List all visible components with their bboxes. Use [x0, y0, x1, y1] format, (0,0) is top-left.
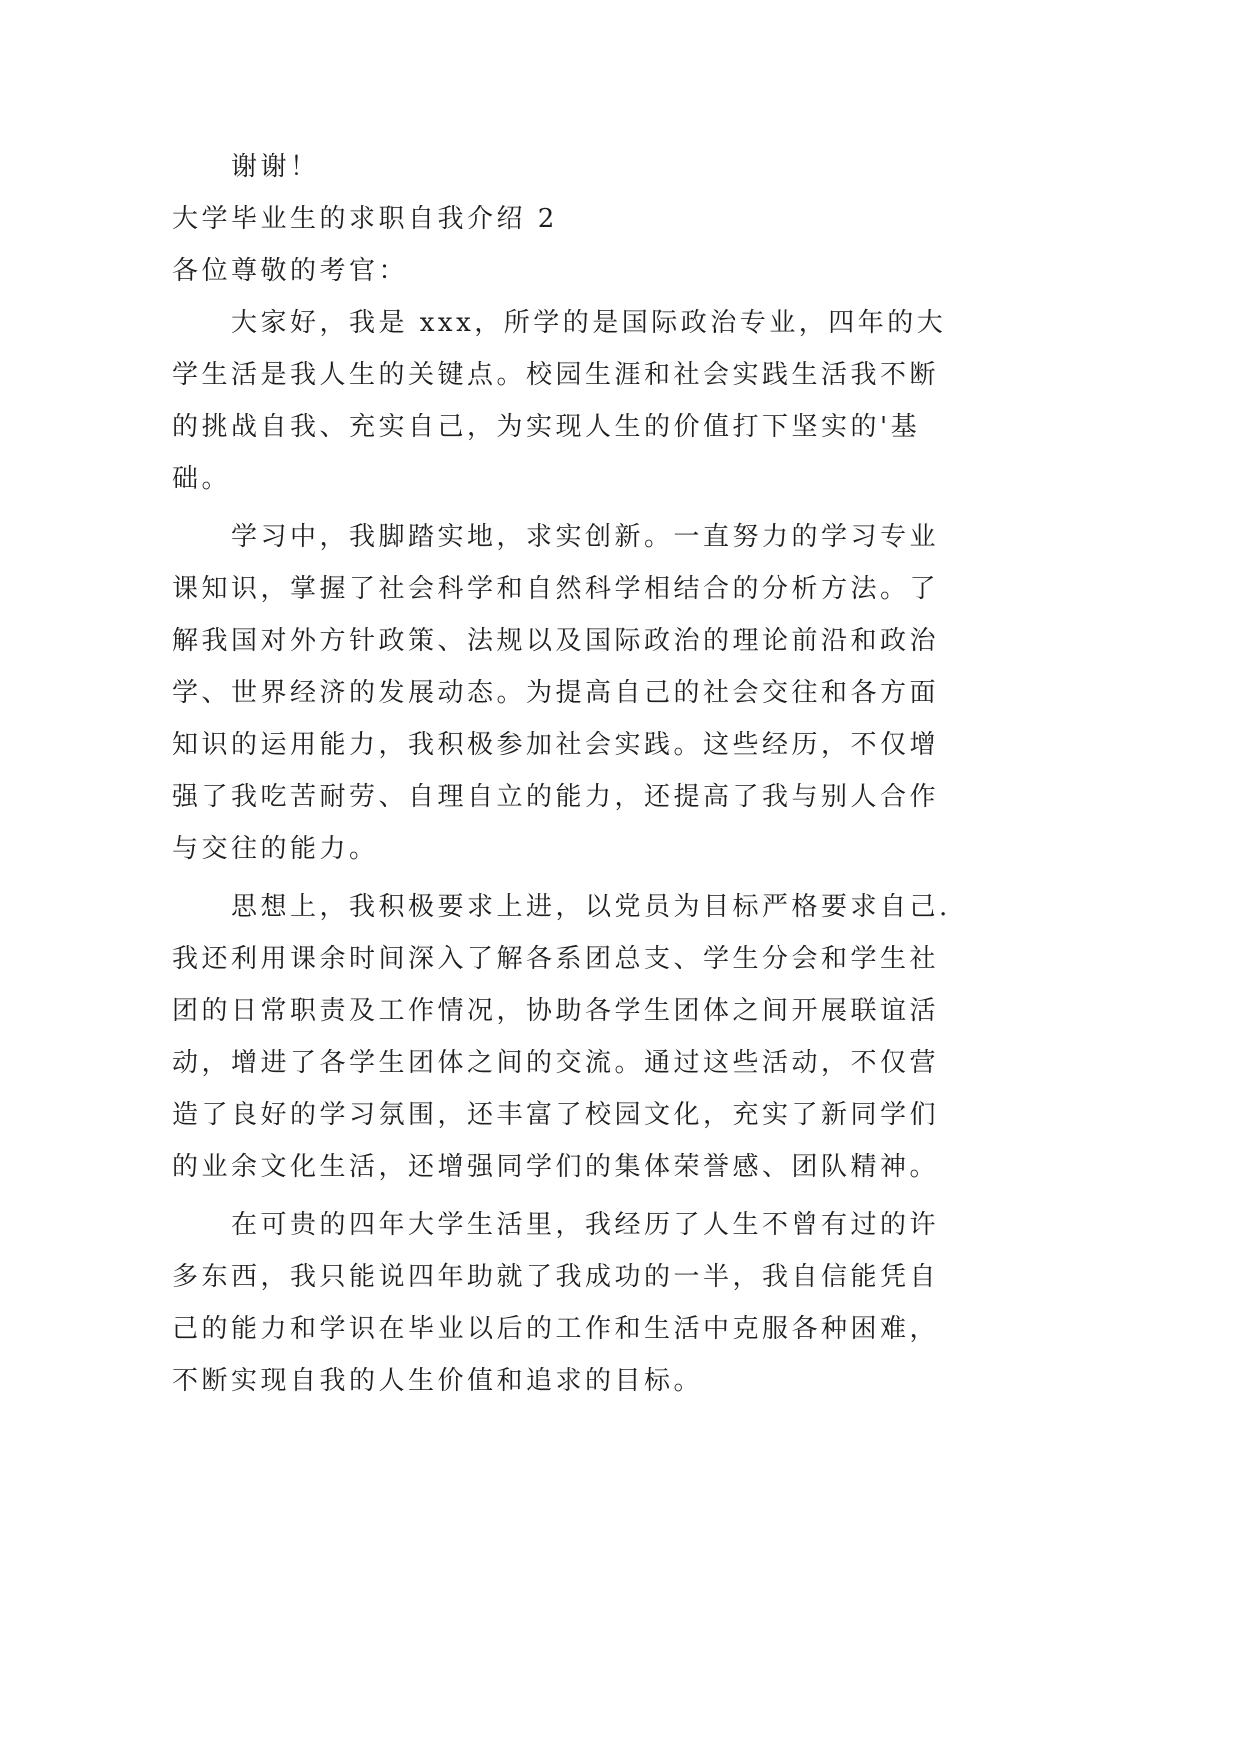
paragraph-line: 础。 — [172, 464, 232, 494]
closing-text: 谢谢！ — [231, 152, 320, 182]
paragraph-line: 的业余文化生活，还增强同学们的集体荣誉感、团队精神。 — [172, 1152, 940, 1182]
salutation: 各位尊敬的考官： — [172, 256, 409, 286]
paragraph-line: 强了我吃苦耐劳、自理自立的能力，还提高了我与别人合作 — [172, 782, 940, 812]
paragraph-line: 的挑战自我、充实自己，为实现人生的价值打下坚实的'基 — [172, 412, 921, 442]
paragraph-line: 多东西，我只能说四年助就了我成功的一半，我自信能凭自 — [172, 1262, 940, 1292]
paragraph-line: 课知识，掌握了社会科学和自然科学相结合的分析方法。了 — [172, 574, 940, 604]
paragraph-line: 思想上，我积极要求上进，以党员为目标严格要求自己. — [231, 892, 951, 922]
paragraph-ideology — [172, 881, 992, 1193]
document-title: 大学毕业生的求职自我介绍 2 — [172, 204, 558, 234]
paragraph-study — [172, 511, 992, 875]
paragraph-conclusion — [172, 1199, 992, 1407]
paragraph-line: 大家好，我是 xxx，所学的是国际政治专业，四年的大 — [231, 308, 947, 338]
paragraph-line: 造了良好的学习氛围，还丰富了校园文化，充实了新同学们 — [172, 1100, 940, 1130]
paragraph-line: 学、世界经济的发展动态。为提高自己的社会交往和各方面 — [172, 678, 940, 708]
paragraph-line: 解我国对外方针政策、法规以及国际政治的理论前沿和政治 — [172, 626, 940, 656]
paragraph-intro — [172, 297, 992, 505]
paragraph-line: 学习中，我脚踏实地，求实创新。一直努力的学习专业 — [231, 522, 940, 552]
paragraph-line: 我还利用课余时间深入了解各系团总支、学生分会和学生社 — [172, 944, 940, 974]
paragraph-line: 学生活是我人生的关键点。校园生涯和社会实践生活我不断 — [172, 360, 940, 390]
paragraph-line: 与交往的能力。 — [172, 834, 379, 864]
paragraph-line: 团的日常职责及工作情况，协助各学生团体之间开展联谊活 — [172, 996, 940, 1026]
paragraph-line: 己的能力和学识在毕业以后的工作和生活中克服各种困难， — [172, 1314, 940, 1344]
paragraph-line: 知识的运用能力，我积极参加社会实践。这些经历，不仅增 — [172, 730, 940, 760]
document-page — [172, 141, 992, 1407]
paragraph-line: 在可贵的四年大学生活里，我经历了人生不曾有过的许 — [231, 1210, 940, 1240]
paragraph-line: 动，增进了各学生团体之间的交流。通过这些活动，不仅营 — [172, 1048, 940, 1078]
paragraph-line: 不断实现自我的人生价值和追求的目标。 — [172, 1366, 704, 1396]
